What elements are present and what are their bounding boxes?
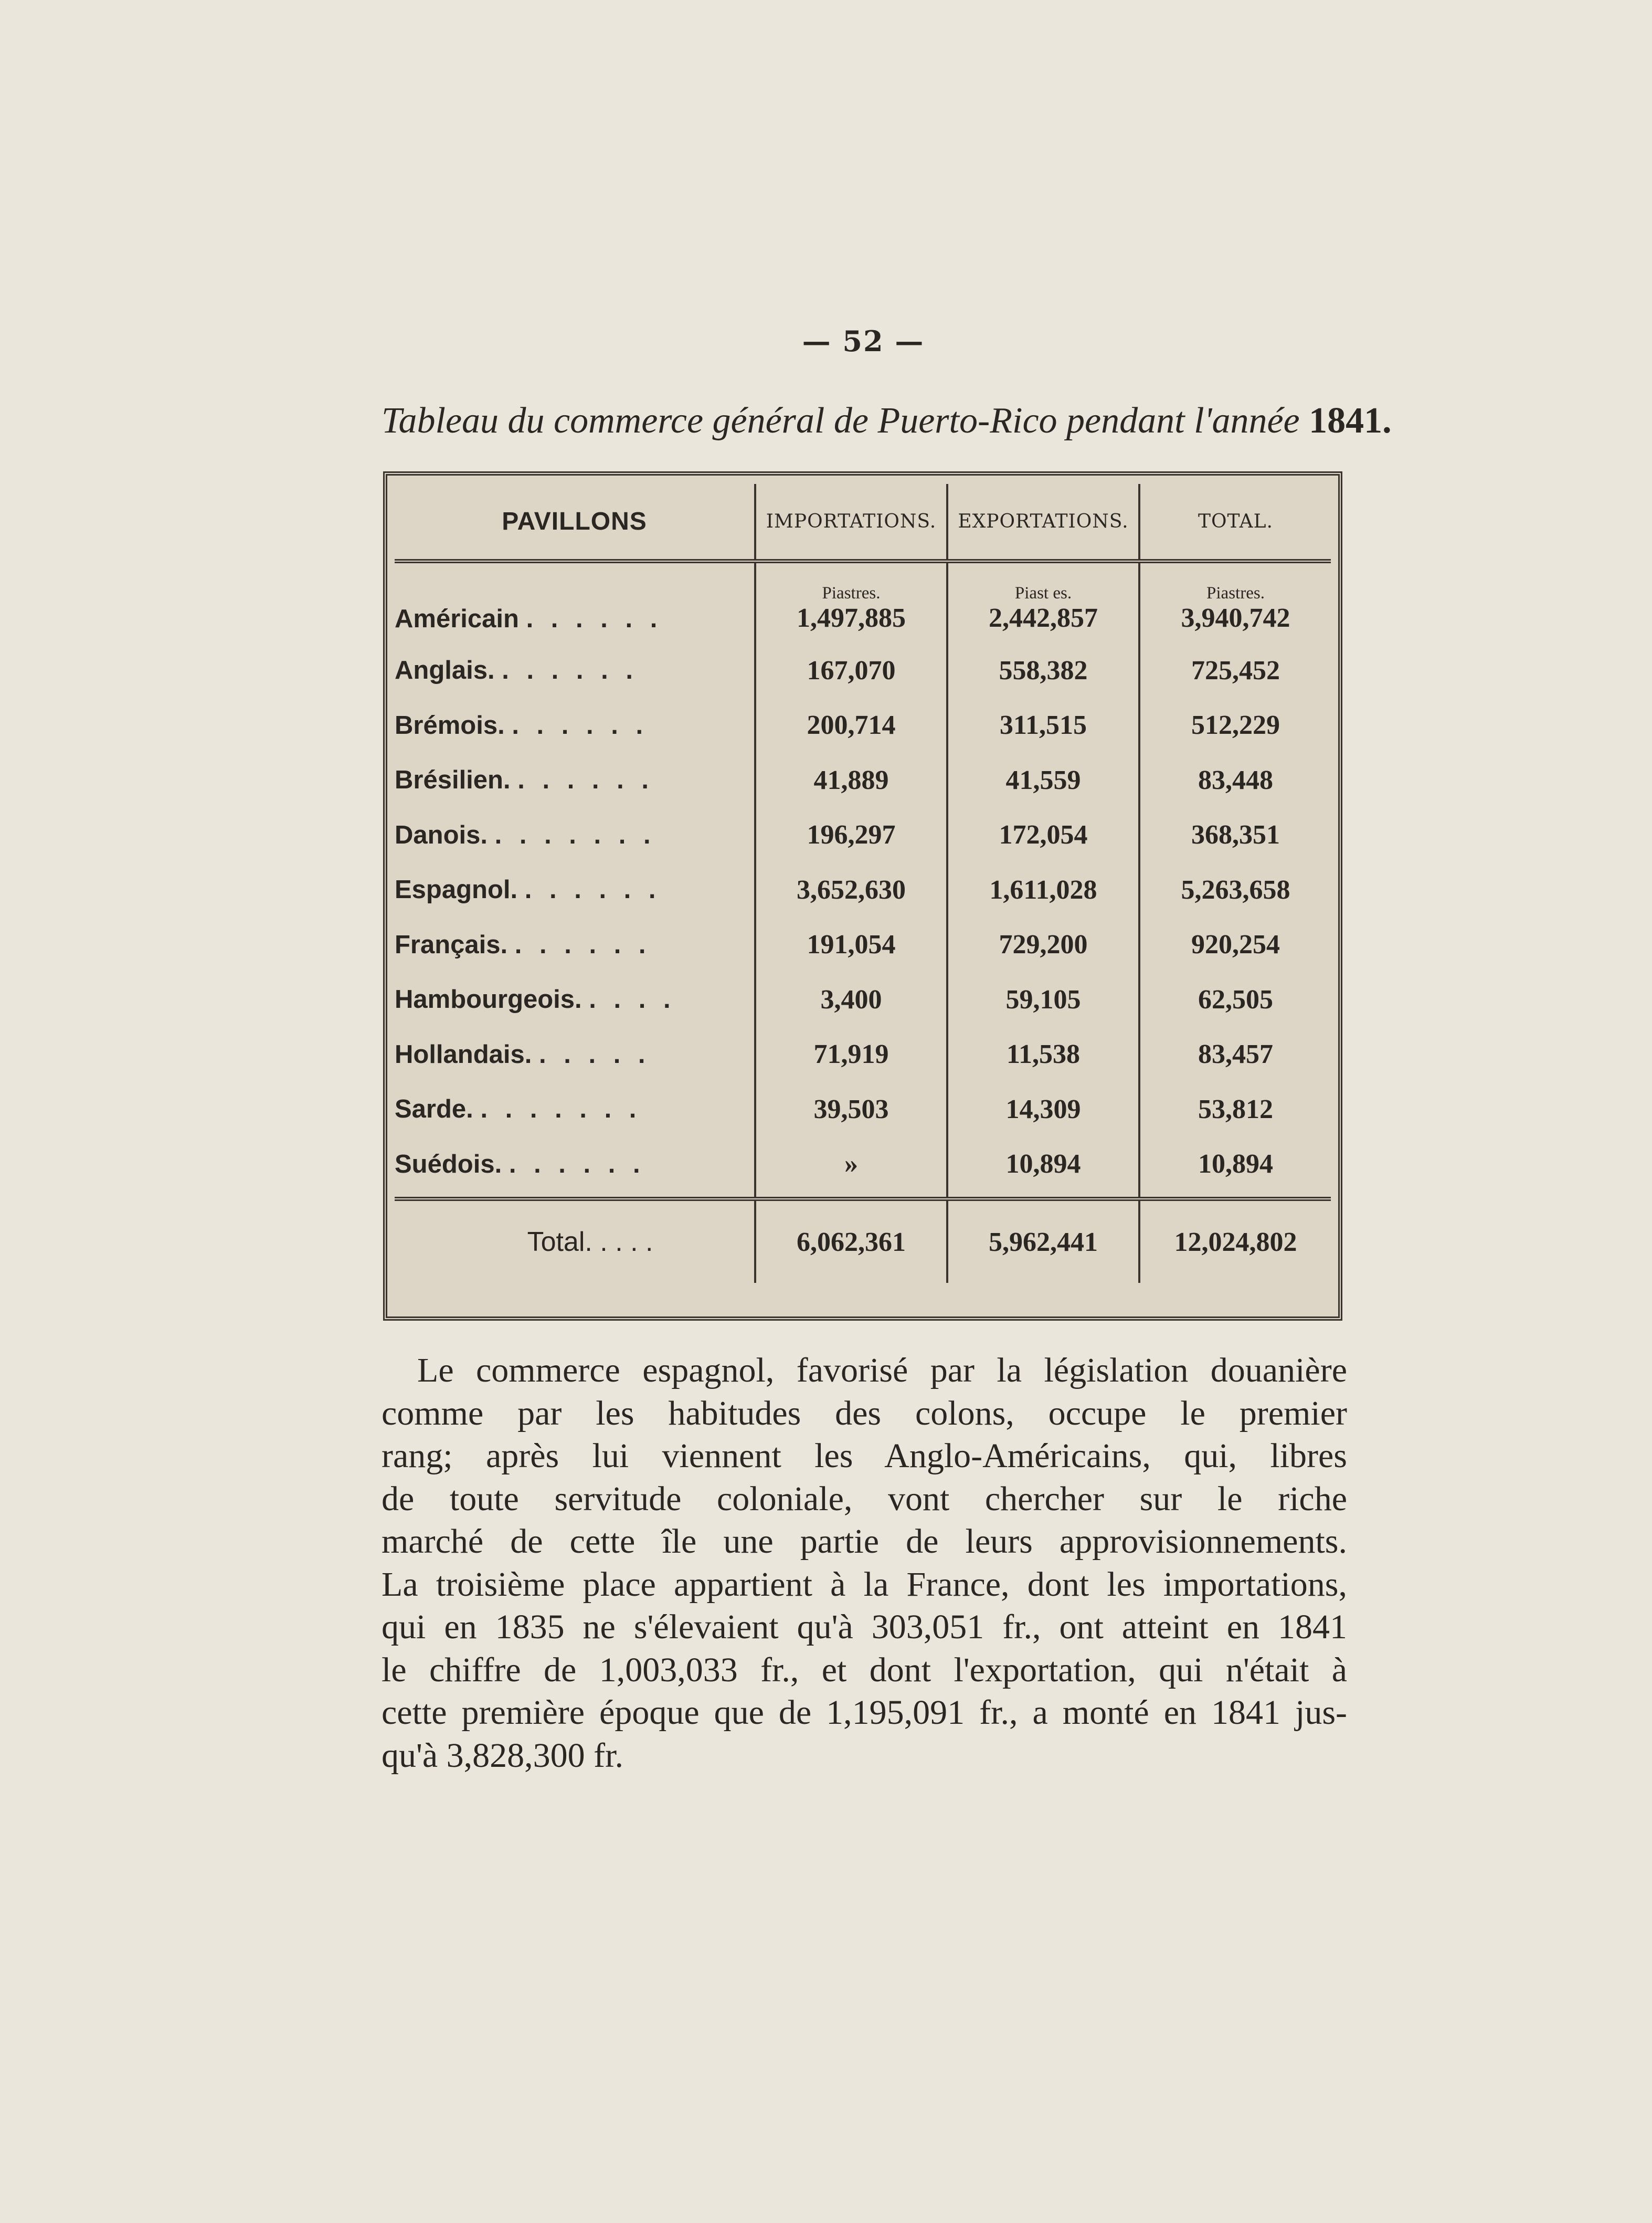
total-value: 53,812 (1198, 1094, 1273, 1124)
table-body (395, 561, 1331, 1199)
table-row (395, 1027, 1331, 1082)
exportations-value: 1,611,028 (989, 875, 1097, 905)
table-header-row (395, 484, 1331, 561)
total-value: 5,263,658 (1181, 875, 1290, 905)
unit-label: Piastres. (1206, 584, 1265, 603)
importations-cell (755, 918, 947, 973)
exportations-value: 14,309 (1005, 1094, 1081, 1124)
exportations-cell (947, 972, 1139, 1027)
exportations-cell (947, 1082, 1139, 1137)
total-value: 512,229 (1191, 710, 1280, 741)
importations-cell (755, 972, 947, 1027)
total-cell (1139, 643, 1331, 698)
pavillon-name (395, 1027, 755, 1082)
exportations-cell (947, 1027, 1139, 1082)
total-value: 62,505 (1198, 984, 1273, 1015)
pavillon-label: Sarde. (395, 1095, 473, 1124)
exportations-cell (947, 753, 1139, 808)
leader-dots: . . . . . . (502, 656, 638, 685)
leader-dots: . . . . (589, 985, 676, 1014)
importations-value: » (844, 1149, 858, 1179)
exportations-value: 729,200 (999, 930, 1088, 960)
table-row (395, 1137, 1331, 1199)
importations-cell (755, 698, 947, 753)
exportations-value: 10,894 (1005, 1149, 1081, 1179)
exportations-cell (947, 808, 1139, 863)
paragraph-line: marché de cette île une partie de leurs approvisionnements. (382, 1522, 1347, 1561)
exportations-value: 59,105 (1005, 984, 1081, 1015)
exportations-cell (947, 918, 1139, 973)
total-value: 3,940,742 (1181, 603, 1290, 633)
table-row (395, 862, 1331, 918)
total-cell (1139, 1027, 1331, 1082)
importations-value: 41,889 (813, 765, 889, 795)
paragraph-line: rang; après lui viennent les Anglo-Américains, qui, libres (382, 1437, 1347, 1475)
importations-value: 3,652,630 (797, 875, 906, 905)
table-title (382, 400, 1392, 442)
table-row (395, 808, 1331, 863)
pavillon-label: Américain (395, 605, 519, 633)
pavillon-label: Hambourgeois. (395, 985, 582, 1014)
importations-cell (755, 1082, 947, 1137)
table-title-year: 1841. (1309, 401, 1392, 441)
importations-value: 167,070 (807, 655, 896, 686)
pavillon-label: Hollandais. (395, 1040, 532, 1069)
exportations-value: 41,559 (1005, 765, 1081, 795)
paragraph-line: comme par les habitudes des colons, occupe le premier (382, 1394, 1347, 1432)
exportations-cell (947, 698, 1139, 753)
header-importations: IMPORTATIONS. (755, 484, 947, 561)
leader-dots: . . . . . (539, 1040, 651, 1069)
total-importations: 6,062,361 (755, 1199, 947, 1283)
leader-dots: . . . . . . (512, 711, 649, 740)
pavillon-name (395, 972, 755, 1027)
leader-dots: . . . . . . . (480, 1095, 642, 1124)
commerce-table-frame (383, 471, 1342, 1321)
importations-value: 1,497,885 (797, 603, 906, 633)
total-value: 920,254 (1191, 930, 1280, 960)
total-cell (1139, 972, 1331, 1027)
leader-dots: . . . . . . . (494, 820, 656, 849)
header-exportations: EXPORTATIONS. (947, 484, 1139, 561)
pavillon-name (395, 753, 755, 808)
total-value: 83,457 (1198, 1039, 1273, 1070)
header-pavillons: PAVILLONS (395, 484, 755, 561)
total-value: 368,351 (1191, 820, 1280, 850)
leader-dots: . . . . . . (526, 605, 663, 633)
leader-dots: . . . . . . (514, 930, 651, 959)
pavillon-label: Danois. (395, 820, 488, 849)
importations-value: 39,503 (813, 1094, 889, 1124)
total-cell (1139, 1137, 1331, 1199)
table-row (395, 561, 1331, 643)
leader-dots: . . . . . . (509, 1150, 645, 1178)
importations-value: 191,054 (807, 930, 896, 960)
exportations-cell (947, 1137, 1139, 1199)
paragraph-line: Le commerce espagnol, favorisé par la législation douanière (417, 1351, 1347, 1389)
total-value: 10,894 (1198, 1149, 1273, 1179)
total-cell (1139, 808, 1331, 863)
total-exportations: 5,962,441 (947, 1199, 1139, 1283)
unit-label: Piastres. (822, 584, 881, 603)
importations-cell (755, 1137, 947, 1199)
page-number: — 52 — (802, 324, 925, 358)
total-row (395, 1199, 1331, 1283)
leader-dots: . . . . . . (524, 876, 661, 904)
pavillon-label: Brésilien. (395, 766, 511, 795)
exportations-value: 172,054 (999, 820, 1088, 850)
total-label: Total. . . . . (395, 1199, 755, 1283)
header-total: TOTAL. (1139, 484, 1331, 561)
pavillon-label: Suédois. (395, 1150, 502, 1178)
pavillon-name (395, 643, 755, 698)
table-row (395, 753, 1331, 808)
unit-label: Piast es. (1014, 584, 1072, 603)
total-cell (1139, 1082, 1331, 1137)
pavillon-name (395, 918, 755, 973)
total-cell (1139, 862, 1331, 918)
total-value: 725,452 (1191, 655, 1280, 686)
exportations-cell (947, 862, 1139, 918)
table-row (395, 918, 1331, 973)
exportations-cell (947, 643, 1139, 698)
pavillon-name (395, 1082, 755, 1137)
importations-cell (755, 1027, 947, 1082)
exportations-value: 11,538 (1006, 1039, 1081, 1070)
total-cell (1139, 753, 1331, 808)
paragraph-line: le chiffre de 1,003,033 fr., et dont l'exportation, qui n'était à (382, 1650, 1347, 1689)
leader-dots: . . . . . . (517, 766, 654, 795)
table-row (395, 972, 1331, 1027)
total-cell (1139, 698, 1331, 753)
importations-value: 3,400 (820, 984, 882, 1015)
importations-cell (755, 862, 947, 918)
table-row (395, 698, 1331, 753)
table-row (395, 1082, 1331, 1137)
importations-cell (755, 753, 947, 808)
pavillon-label: Anglais. (395, 656, 495, 685)
commerce-table (395, 484, 1331, 1283)
importations-value: 200,714 (807, 710, 896, 741)
table-title-text: Tableau du commerce général de Puerto-Rico pendant l'année (382, 401, 1300, 441)
exportations-value: 2,442,857 (989, 603, 1098, 633)
total-cell (1139, 561, 1331, 643)
importations-cell (755, 643, 947, 698)
paragraph-line: qu'à 3,828,300 fr. (382, 1736, 624, 1775)
paragraph-line: qui en 1835 ne s'élevaient qu'à 303,051 fr., ont atteint en 1841 (382, 1608, 1347, 1646)
pavillon-name (395, 808, 755, 863)
pavillon-label: Espagnol. (395, 876, 518, 904)
exportations-cell (947, 561, 1139, 643)
pavillon-name (395, 1137, 755, 1199)
commentary-paragraph (382, 1349, 1347, 1777)
table-row (395, 643, 1331, 698)
paragraph-line: cette première époque que de 1,195,091 fr., a monté en 1841 jus- (382, 1693, 1347, 1732)
paragraph-line: La troisième place appartient à la France, dont les importations, (382, 1565, 1347, 1604)
importations-cell (755, 561, 947, 643)
total-cell (1139, 918, 1331, 973)
total-total: 12,024,802 (1139, 1199, 1331, 1283)
pavillon-label: Brémois. (395, 711, 505, 740)
exportations-value: 311,515 (999, 710, 1087, 741)
pavillon-name (395, 862, 755, 918)
exportations-value: 558,382 (999, 655, 1088, 686)
pavillon-label: Français. (395, 930, 508, 959)
pavillon-name (395, 698, 755, 753)
paragraph-line: de toute servitude coloniale, vont chercher sur le riche (382, 1479, 1347, 1518)
importations-cell (755, 808, 947, 863)
pavillon-name (395, 561, 755, 643)
importations-value: 71,919 (813, 1039, 889, 1070)
total-value: 83,448 (1198, 765, 1273, 795)
importations-value: 196,297 (807, 820, 896, 850)
